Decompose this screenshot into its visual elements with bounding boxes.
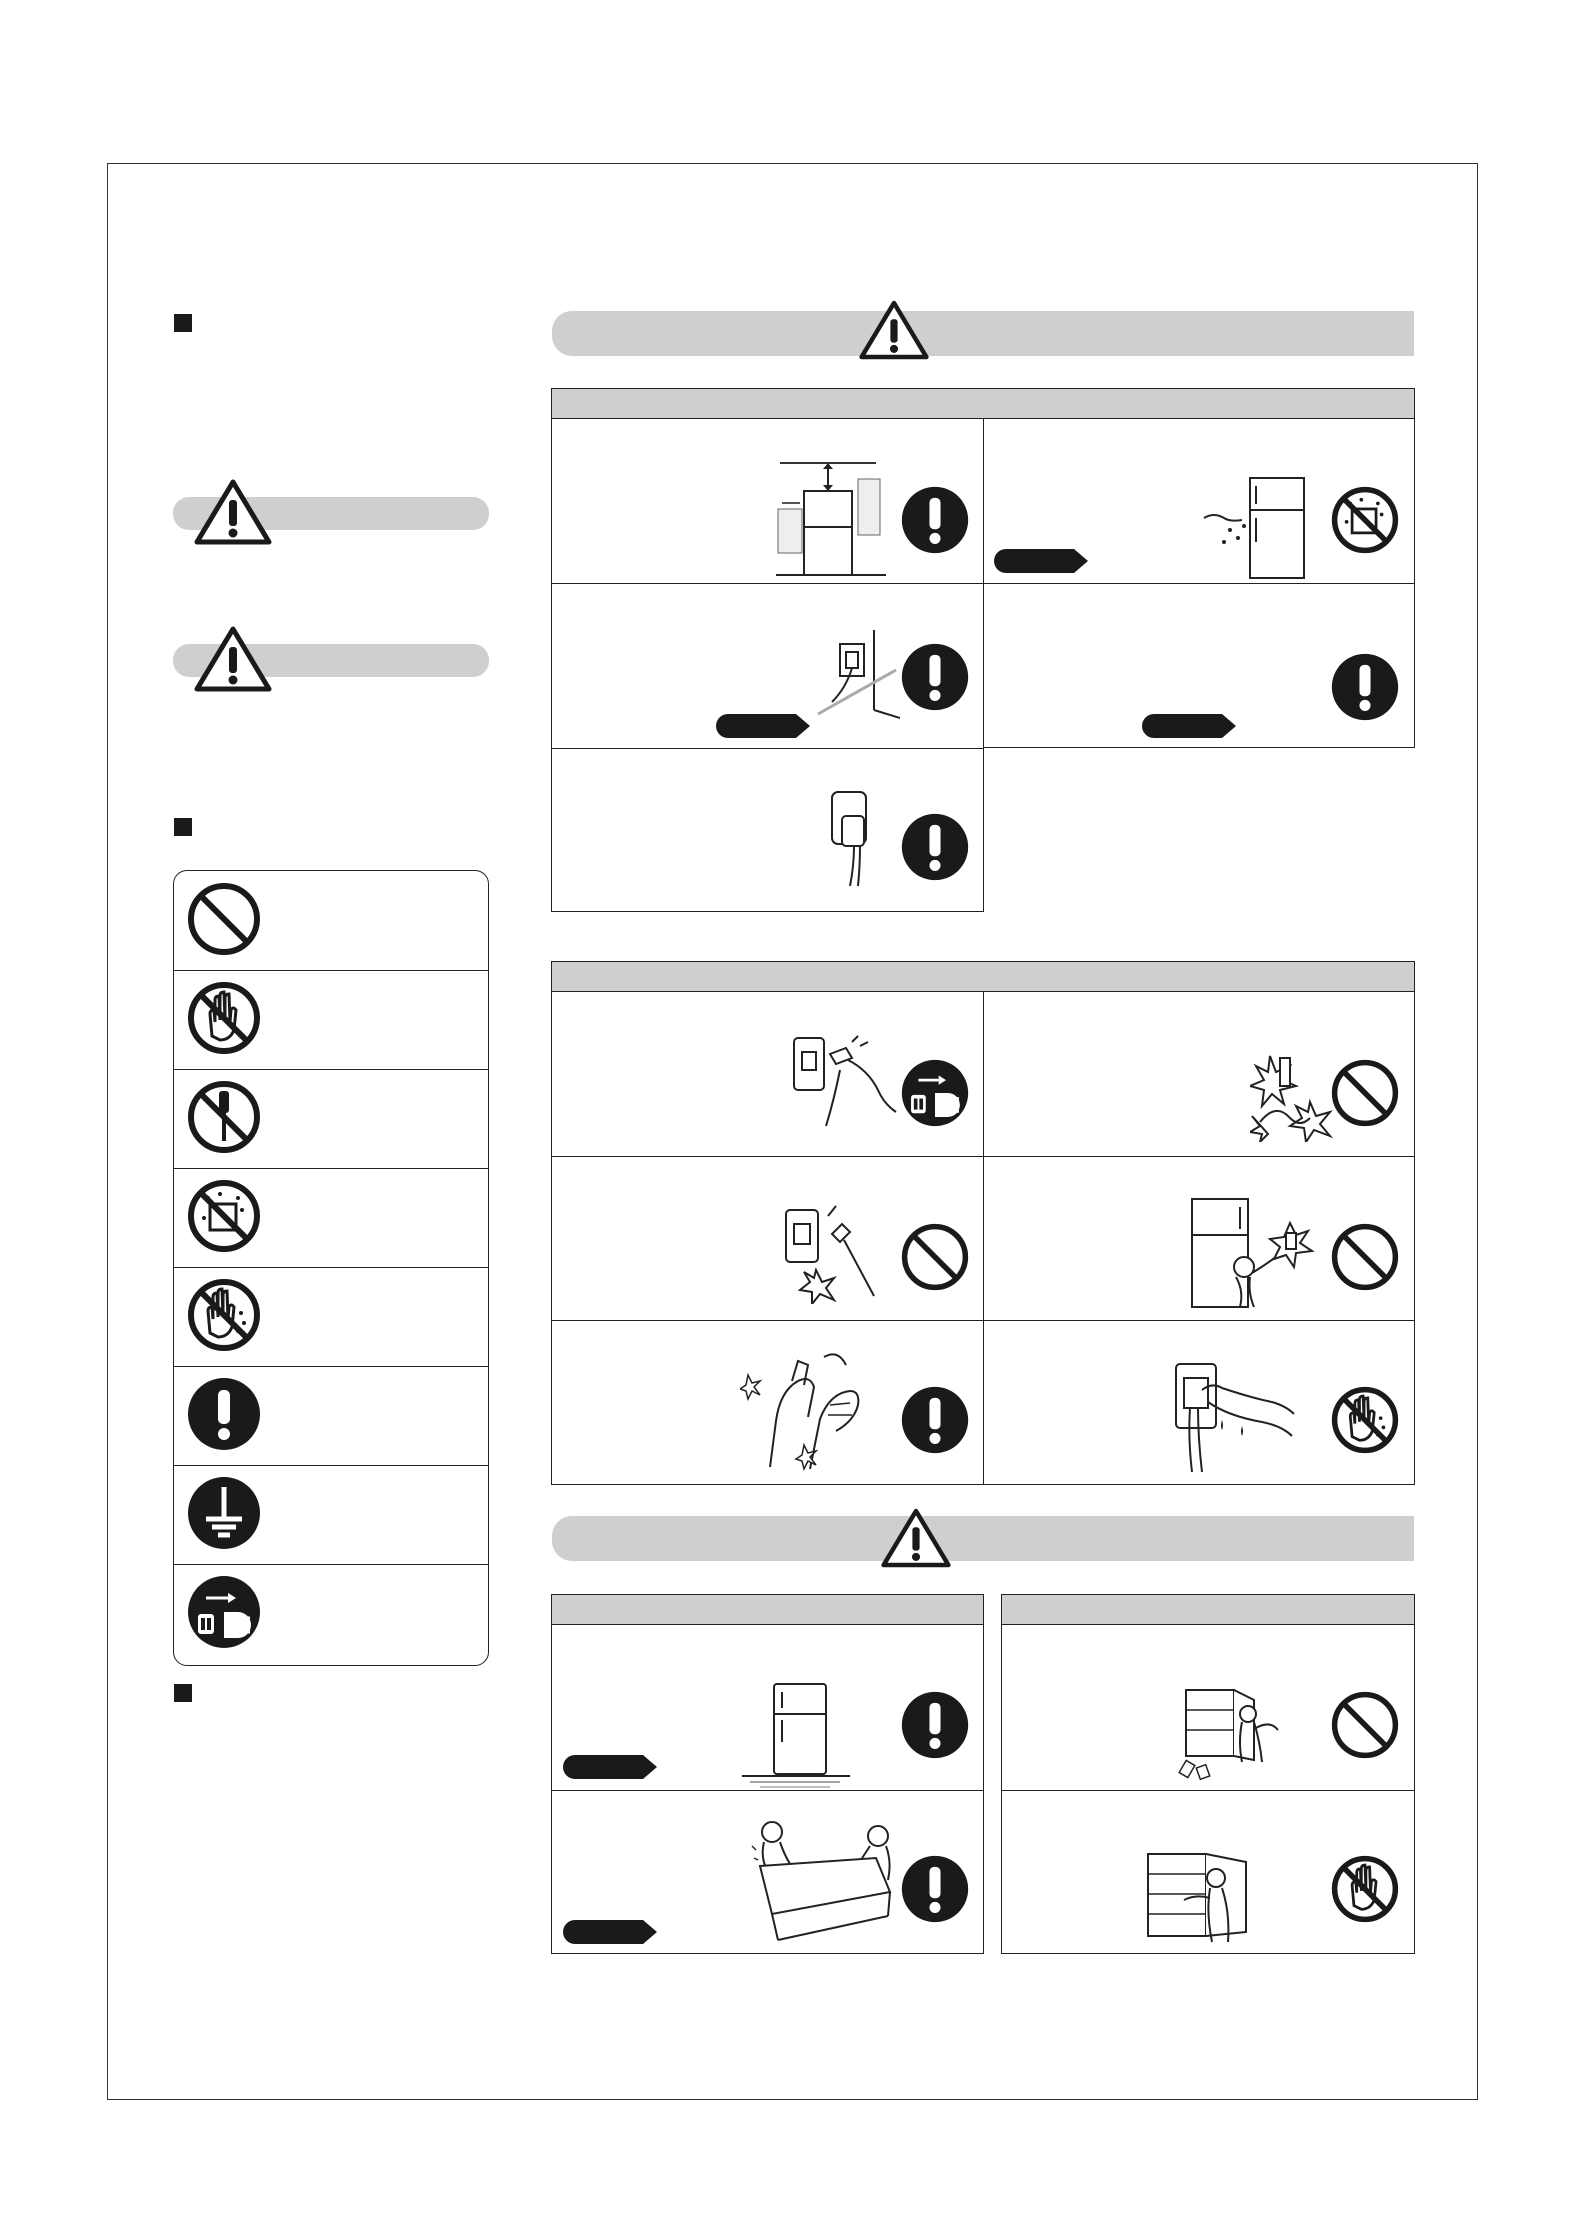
tag-arrow-label bbox=[994, 549, 1088, 573]
mandatory-action-icon bbox=[900, 1690, 970, 1760]
section-marker-1 bbox=[174, 314, 192, 332]
person-reaching-into-fridge-illustration bbox=[1140, 1850, 1260, 1948]
warning-triangle-icon bbox=[193, 625, 273, 693]
child-at-outlet-illustration bbox=[1190, 1195, 1318, 1313]
no-wet-hands-icon bbox=[186, 1277, 262, 1353]
clean-plug-dust-illustration bbox=[740, 1345, 876, 1471]
prohibition-icon bbox=[186, 881, 262, 957]
tag-arrow-label bbox=[716, 714, 810, 738]
mandatory-action-icon bbox=[900, 812, 970, 882]
wall-outlet-ground-illustration bbox=[810, 630, 900, 720]
no-wet-hands-icon bbox=[1330, 1385, 1400, 1455]
unplug-icon bbox=[900, 1058, 970, 1128]
warning-triangle-icon bbox=[193, 478, 273, 546]
unplug-from-outlet-illustration bbox=[790, 1030, 900, 1134]
two-people-carry-fridge-illustration bbox=[750, 1818, 900, 1944]
mandatory-action-icon bbox=[900, 1854, 970, 1924]
mandatory-action-icon bbox=[900, 642, 970, 712]
warning-banner-2 bbox=[552, 1516, 1414, 1561]
fridge-clearance-illustration bbox=[776, 455, 888, 579]
do-not-disassemble-icon bbox=[186, 1079, 262, 1155]
warning-triangle-icon bbox=[858, 298, 930, 362]
prohibition-icon bbox=[1330, 1222, 1400, 1292]
warning-triangle-icon bbox=[880, 1506, 952, 1570]
items-falling-from-fridge-illustration bbox=[1178, 1688, 1284, 1784]
ground-connection-icon bbox=[186, 1475, 262, 1551]
fridge-level-floor-illustration bbox=[740, 1680, 852, 1788]
fridge-water-splash-illustration bbox=[1200, 472, 1310, 582]
do-not-wet-icon bbox=[1330, 485, 1400, 555]
damaged-cord-sparks-illustration bbox=[1250, 1052, 1334, 1142]
mandatory-action-icon bbox=[186, 1376, 262, 1452]
tag-arrow-label bbox=[563, 1755, 657, 1779]
mandatory-action-icon bbox=[1330, 652, 1400, 722]
do-not-touch-icon bbox=[186, 980, 262, 1056]
section-c-header bbox=[551, 1594, 984, 1625]
wet-hand-plug-illustration bbox=[1172, 1360, 1296, 1476]
section-d-header bbox=[1001, 1594, 1415, 1625]
warning-banner-1 bbox=[552, 311, 1414, 356]
section-marker-2 bbox=[174, 818, 192, 836]
tag-arrow-label bbox=[563, 1920, 657, 1944]
section-a-header bbox=[551, 388, 1415, 419]
prohibition-icon bbox=[1330, 1690, 1400, 1760]
do-not-touch-icon bbox=[1330, 1854, 1400, 1924]
mandatory-action-icon bbox=[900, 1385, 970, 1455]
prohibition-icon bbox=[900, 1222, 970, 1292]
loose-outlet-sparks-illustration bbox=[772, 1204, 882, 1304]
tag-arrow-label bbox=[1142, 714, 1236, 738]
section-b-header bbox=[551, 961, 1415, 992]
do-not-wet-icon bbox=[186, 1178, 262, 1254]
plug-in-outlet-illustration bbox=[824, 786, 880, 890]
section-marker-3 bbox=[174, 1684, 192, 1702]
prohibition-icon bbox=[1330, 1058, 1400, 1128]
mandatory-action-icon bbox=[900, 485, 970, 555]
symbol-legend bbox=[173, 870, 489, 1666]
unplug-icon bbox=[186, 1574, 262, 1650]
